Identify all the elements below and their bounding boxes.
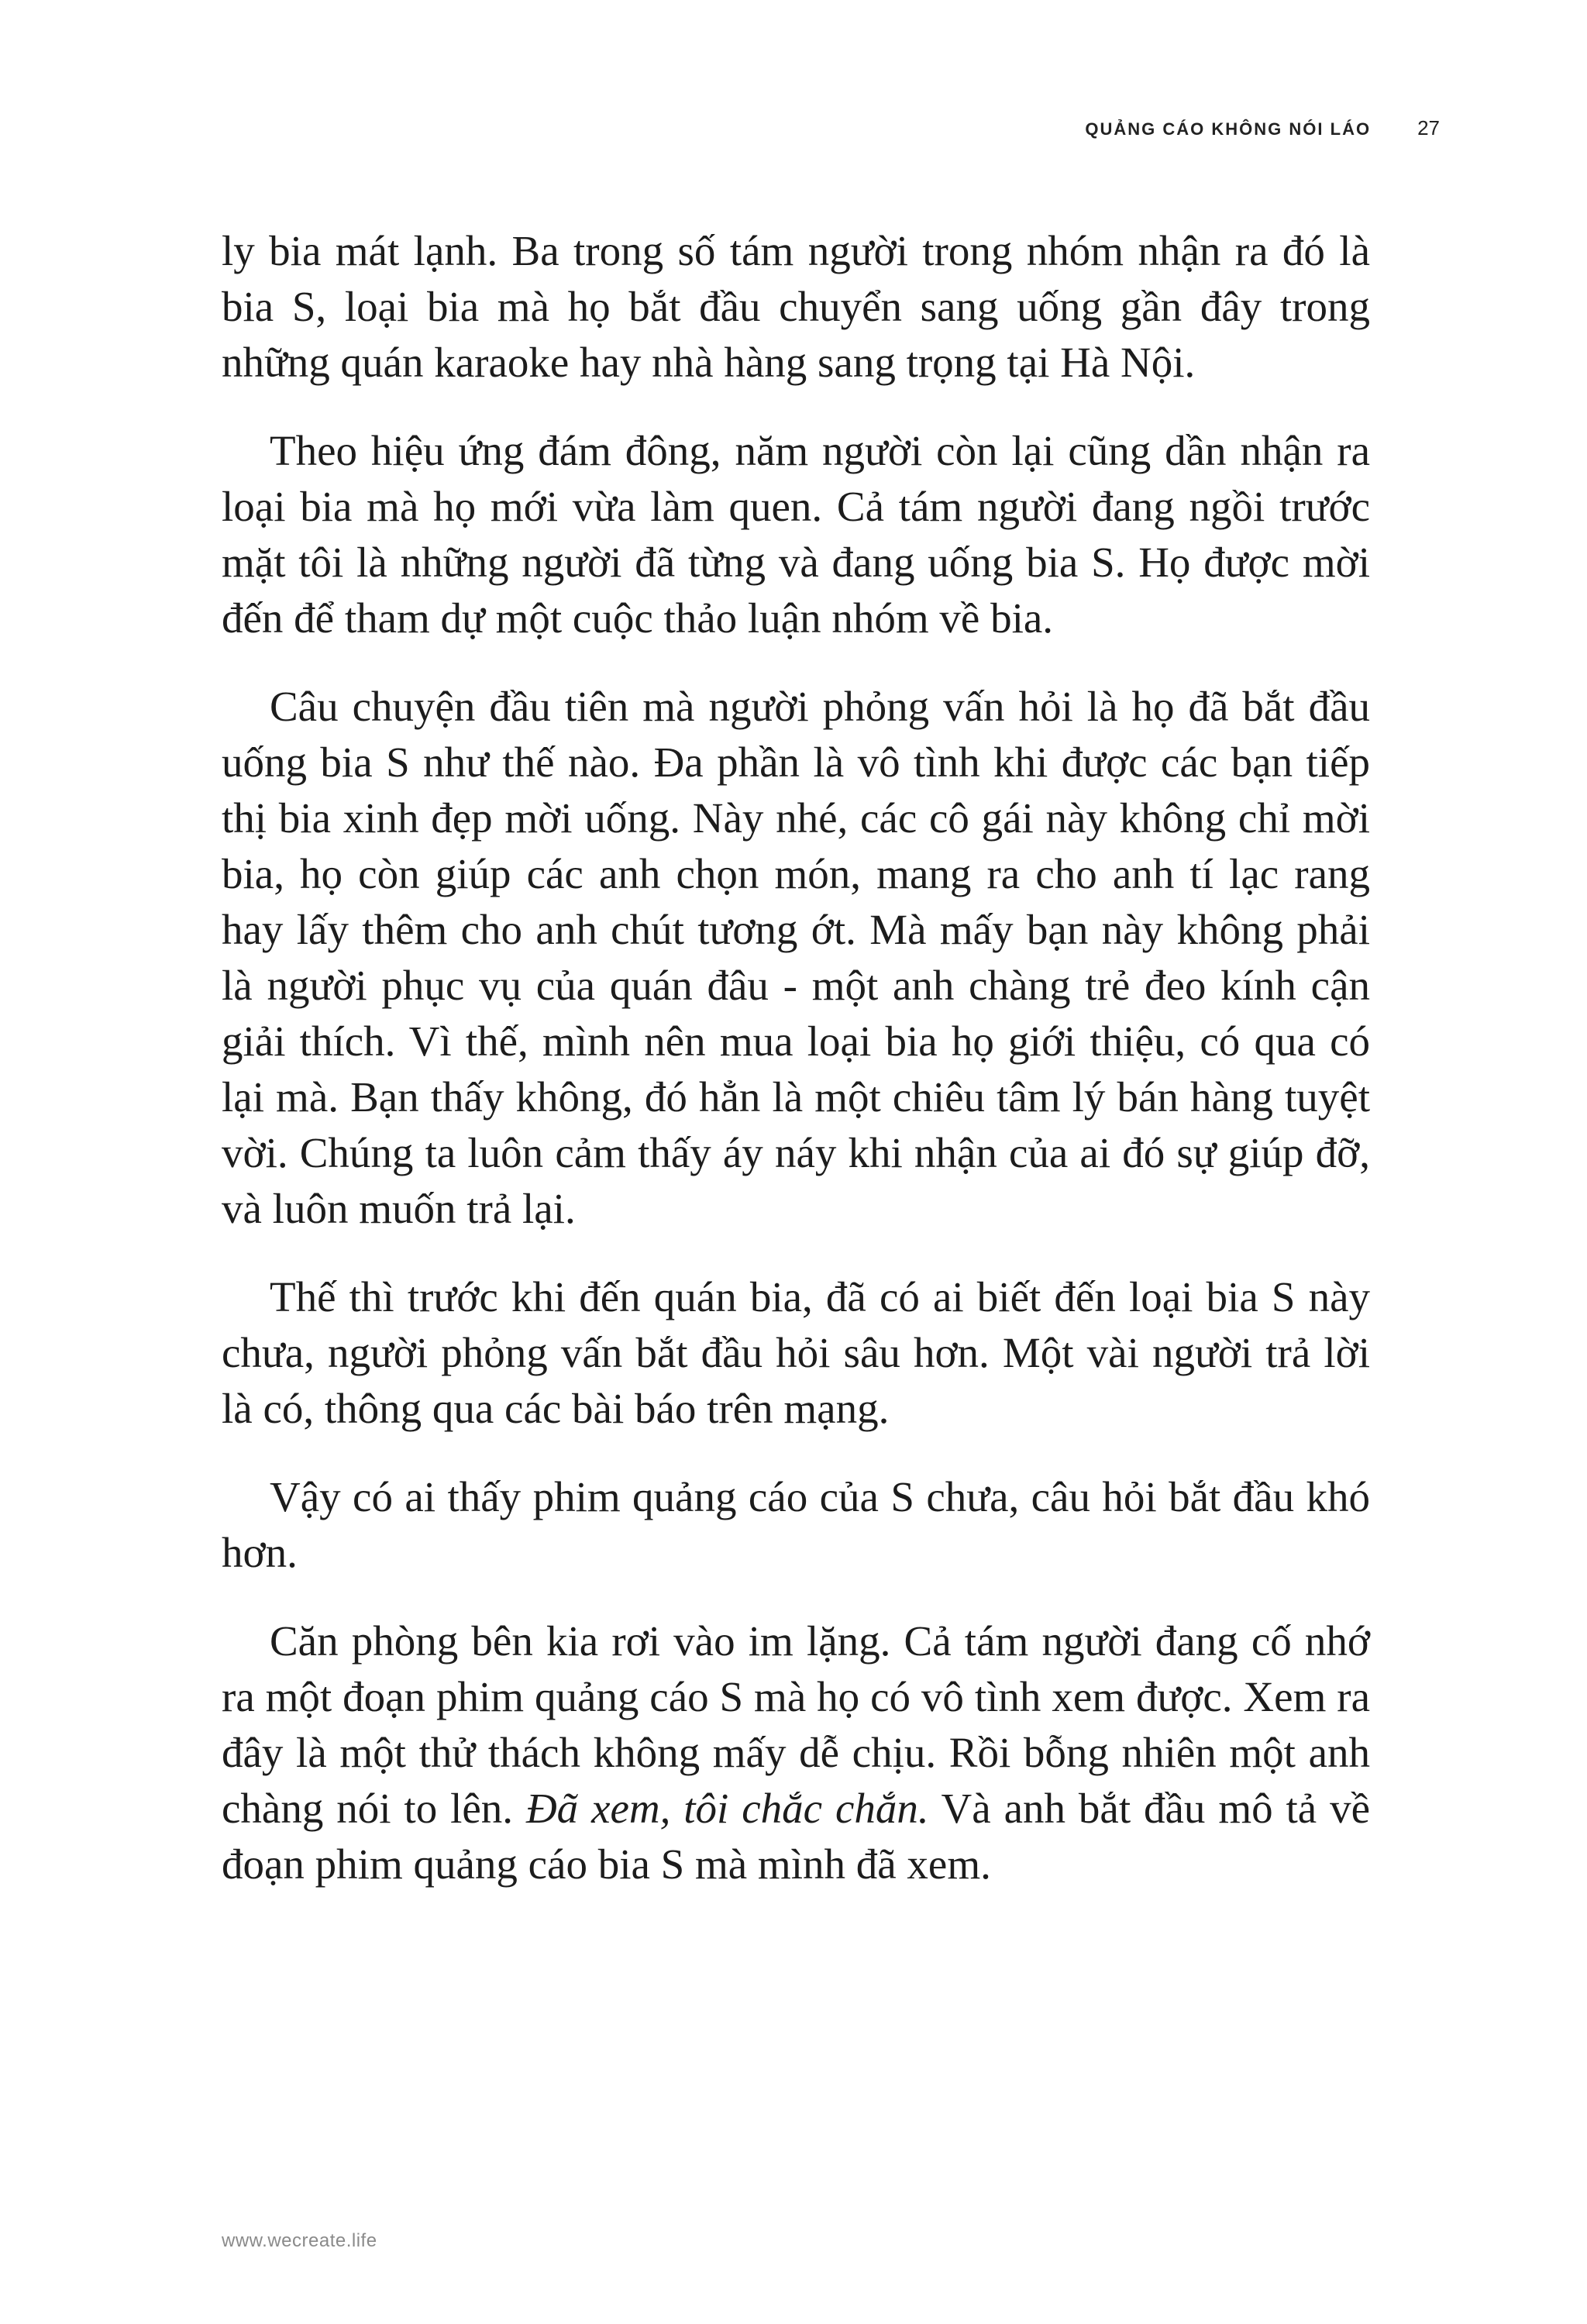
paragraph: Câu chuyện đầu tiên mà người phỏng vấn hỏi là họ đã bắt đầu uống bia S như thế nào. Đa phần là vô tình khi được các bạn tiếp thị bia xinh đẹp mời uống. Này nhé, các cô gái này không chỉ mời bia, họ còn giúp các anh chọn món, mang ra cho anh tí lạc rang hay lấy thêm cho anh chút tương ớt. Mà mấy bạn này không phải là người phục vụ của quán đâu - một anh chàng trẻ đeo kính cận giải thích. Vì thế, mình nên mua loại bia họ giới thiệu, có qua có lại mà. Bạn thấy không, đó hẳn là một chiêu tâm lý bán hàng tuyệt vời. Chúng ta luôn cảm thấy áy náy khi nhận của ai đó sự giúp đỡ, và luôn muốn trả lại. bbox=[222, 683, 1370, 1232]
paragraph-text: Căn phòng bên kia rơi vào im lặng. Cả tám người đang cố nhớ ra một đoạn phim quảng cáo S mà họ có vô tình xem được. Xem ra đây là một thử thách không mấy dễ chịu. Rồi bỗng nhiên một anh chàng nói to lên. bbox=[222, 1617, 1370, 1832]
paragraph: Thế thì trước khi đến quán bia, đã có ai biết đến loại bia S này chưa, người phỏng vấn bắt đầu hỏi sâu hơn. Một vài người trả lời là có, thông qua các bài báo trên mạng. bbox=[222, 1273, 1370, 1432]
page-number: 27 bbox=[1417, 116, 1440, 139]
body-text bbox=[222, 223, 1370, 1892]
paragraph-text: Và anh bắt đầu mô tả về đoạn phim quảng cáo bia S mà mình đã xem. bbox=[222, 1785, 1371, 1888]
paragraph-last bbox=[222, 1613, 1370, 1892]
italic-quote: Đã xem, tôi chắc chắn. bbox=[525, 1785, 929, 1832]
running-header bbox=[1085, 116, 1440, 140]
footer-url: www.wecreate.life bbox=[222, 2230, 377, 2251]
paragraph-continuation: ly bia mát lạnh. Ba trong số tám người trong nhóm nhận ra đó là bia S, loại bia mà họ bắt đầu chuyển sang uống gần đây trong những quán karaoke hay nhà hàng sang trọng tại Hà Nội. bbox=[222, 227, 1370, 386]
paragraph: Vậy có ai thấy phim quảng cáo của S chưa, câu hỏi bắt đầu khó hơn. bbox=[222, 1473, 1370, 1576]
running-title: QUẢNG CÁO KHÔNG NÓI LÁO bbox=[1085, 119, 1372, 139]
paragraph: Theo hiệu ứng đám đông, năm người còn lại cũng dần nhận ra loại bia mà họ mới vừa làm quen. Cả tám người đang ngồi trước mặt tôi là những người đã từng và đang uống bia S. Họ được mời đến để tham dự một cuộc thảo luận nhóm về bia. bbox=[222, 427, 1370, 642]
